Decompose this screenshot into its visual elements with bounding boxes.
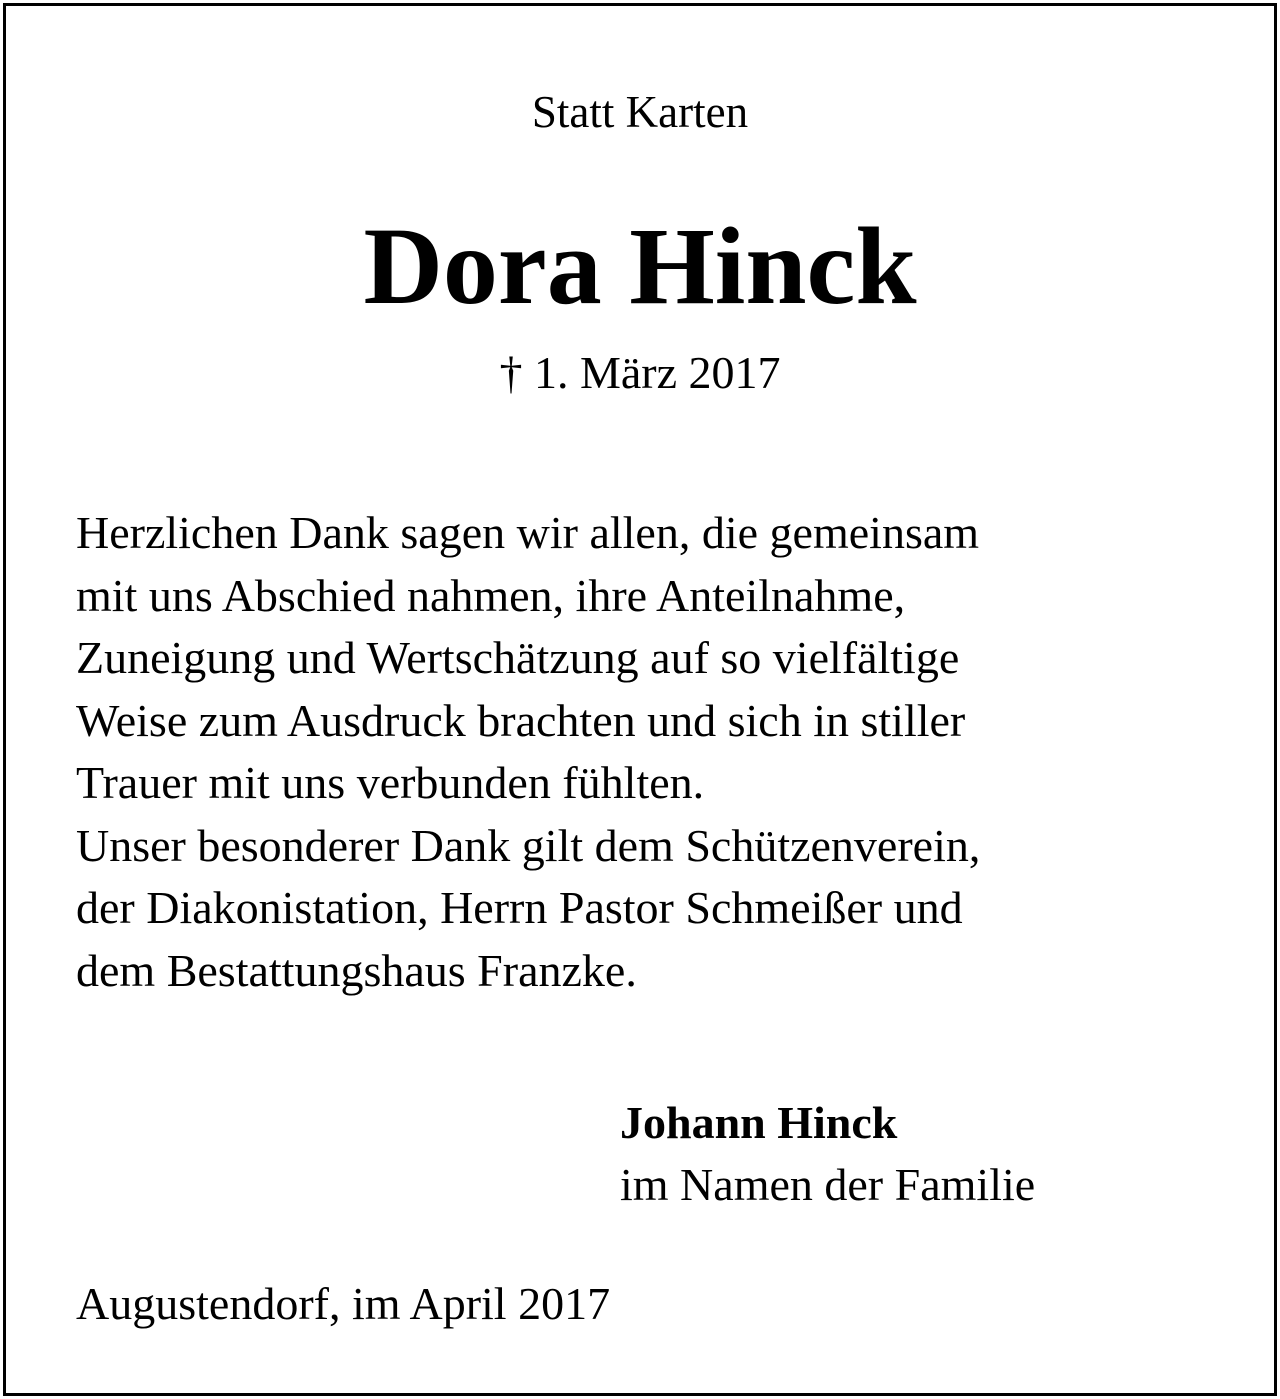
- signature-block: [620, 1092, 1035, 1216]
- statt-karten-label: Statt Karten: [531, 87, 749, 137]
- message-line: Zuneigung und Wertschätzung auf so vielfältige: [76, 632, 960, 683]
- message-line: Trauer mit uns verbunden fühlten.: [76, 757, 705, 808]
- thank-you-message: [76, 502, 1226, 1002]
- message-line: der Diakonistation, Herrn Pastor Schmeißer und: [76, 882, 963, 933]
- message-line: dem Bestattungshaus Franzke.: [76, 944, 637, 996]
- message-line: Herzlichen Dank sagen wir allen, die gemeinsam: [76, 507, 980, 558]
- obituary-notice-card: [3, 3, 1277, 1396]
- deceased-name: Dora Hinck: [363, 205, 917, 327]
- message-line: mit uns Abschied nahmen, ihre Anteilnahme,: [76, 569, 906, 621]
- death-date: † 1. März 2017: [499, 347, 781, 398]
- signatory-role: im Namen der Familie: [620, 1159, 1036, 1210]
- message-line: Weise zum Ausdruck brachten und sich in stiller: [76, 694, 966, 746]
- place-and-date: Augustendorf, im April 2017: [76, 1278, 611, 1329]
- message-line: Unser besonderer Dank gilt dem Schützenverein,: [76, 819, 981, 871]
- signatory-name: Johann Hinck: [620, 1097, 898, 1148]
